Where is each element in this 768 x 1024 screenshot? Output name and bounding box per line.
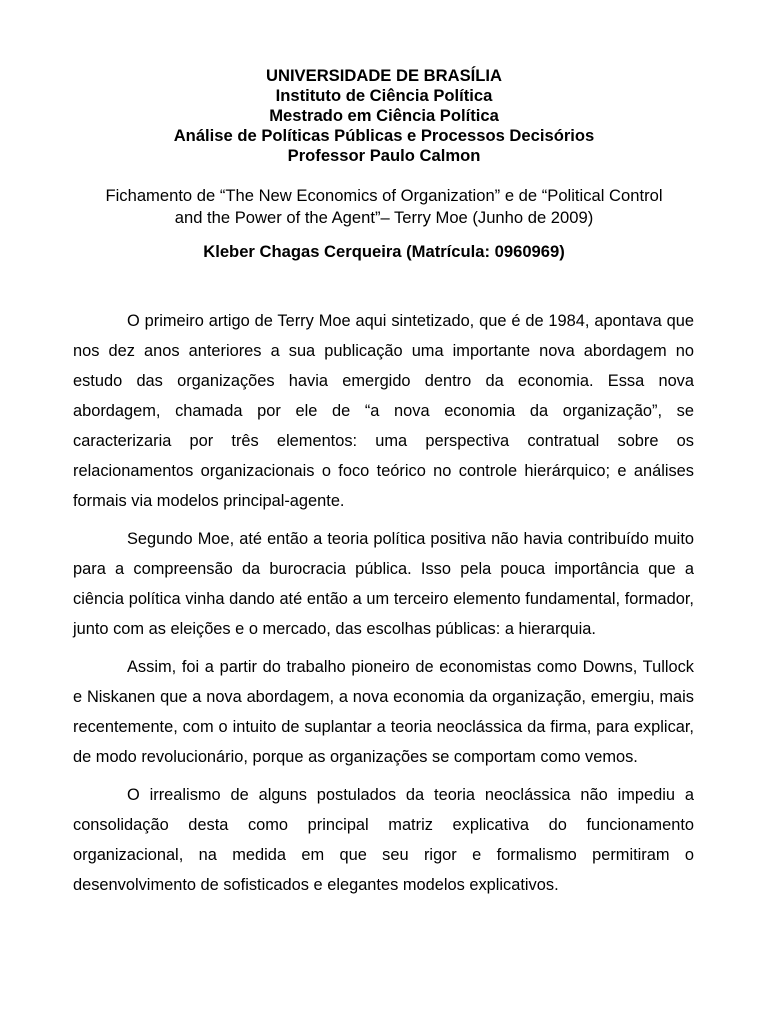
paragraph: O irrealismo de alguns postulados da teoria neoclássica não impediu a consolidação desta como principal matriz explicativa do funcionamento organizacional, na medida em que seu rigor e formalismo permitiram o desenvolvimento de sofisticados e elegantes modelos explicativos. — [73, 786, 694, 894]
body-text — [73, 306, 694, 908]
paragraph: O primeiro artigo de Terry Moe aqui sintetizado, que é de 1984, apontava que nos dez anos anteriores a sua publicação uma importante nova abordagem no estudo das organizações havia emergido dentro da economia. Essa nova abordagem, chamada por ele de “a nova economia da organização”, se caracterizaria por três elementos: uma perspectiva contratual sobre os relacionamentos organizacionais o foco teórico no controle hierárquico; e análises formais via modelos principal-agente. — [73, 312, 694, 510]
document-title — [60, 185, 708, 229]
university-name: UNIVERSIDADE DE BRASÍLIA — [265, 66, 503, 85]
institute-name: Instituto de Ciência Política — [275, 86, 493, 105]
paragraph: Segundo Moe, até então a teoria política positiva não havia contribuído muito para a compreensão da burocracia pública. Isso pela pouca importância que a ciência política vinha dando até então a um terceiro elemento fundamental, formador, junto com as eleições e o mercado, das escolhas públicas: a hierarquia. — [73, 530, 694, 638]
course-name: Análise de Políticas Públicas e Processos Decisórios — [173, 126, 595, 145]
title-line-2: and the Power of the Agent”– Terry Moe (Junho de 2009) — [174, 208, 594, 227]
title-line-1: Fichamento de “The New Economics of Organization” e de “Political Control — [105, 186, 663, 205]
professor-name: Professor Paulo Calmon — [287, 146, 481, 165]
program-name: Mestrado em Ciência Política — [269, 106, 499, 125]
document-header — [0, 66, 768, 166]
paragraph: Assim, foi a partir do trabalho pioneiro de economistas como Downs, Tullock e Niskanen que a nova abordagem, a nova economia da organização, emergiu, mais recentemente, com o intuito de suplantar a teoria neoclássica da firma, para explicar, de modo revolucionário, porque as organizações se comportam como vemos. — [73, 658, 694, 766]
author-line: Kleber Chagas Cerqueira (Matrícula: 0960969) — [203, 242, 565, 261]
